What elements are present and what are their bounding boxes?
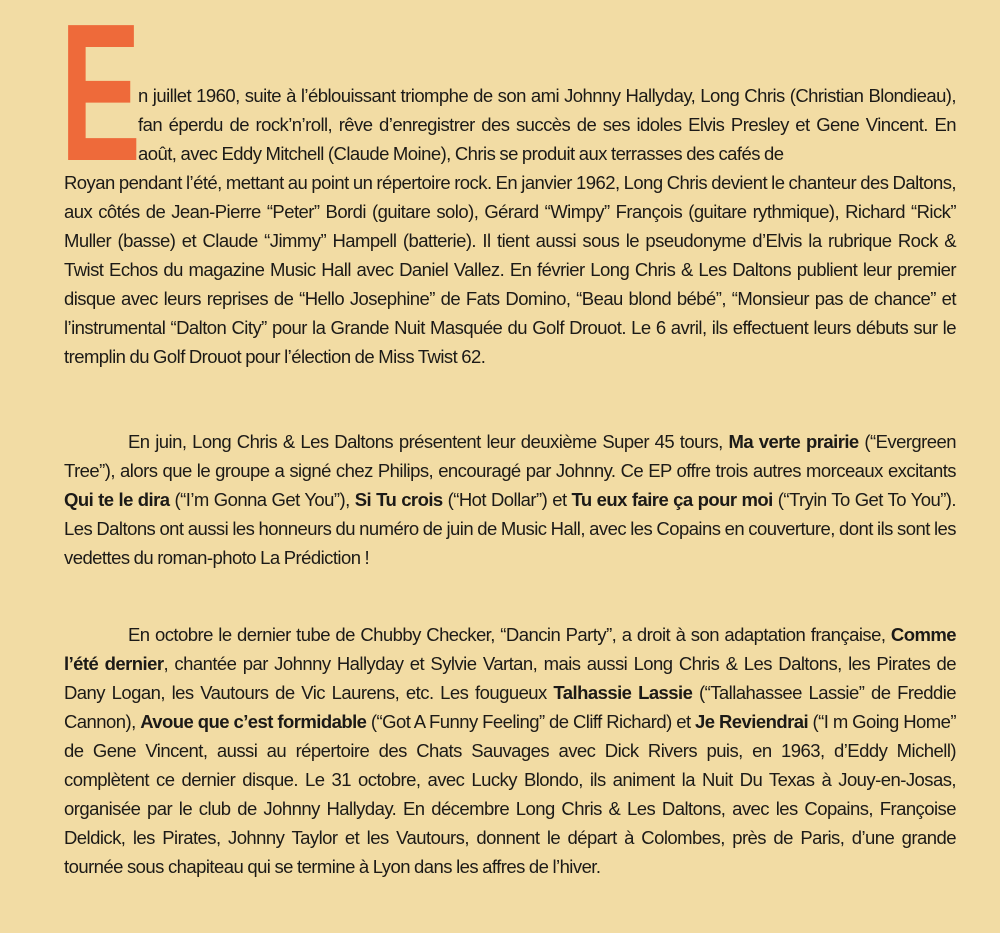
paragraph-2 bbox=[64, 427, 956, 572]
paragraph-1-body: Royan pendant l’été, mettant au point un répertoire rock. En janvier 1962, Long Chris devient le chanteur des Daltons, aux côtés de Jean-Pierre “Peter” Bordi (guitare solo), Gérard “Wimpy” François (guitare rythmique), Richard “Rick” Muller (basse) et Claude “Jimmy” Hampell (batterie). Il tient aussi sous le pseudonyme d’Elvis la rubrique Rock & Twist Echos du magazine Music Hall avec Daniel Vallez. En février Long Chris & Les Daltons publient leur premier disque avec leurs reprises de “Hello Josephine” de Fats Domino, “Beau blond bébé”, “Monsieur pas de chance” et l’instrumental “Dalton City” pour la Grande Nuit Masquée du Golf Drouot. Le 6 avril, ils effectuent leurs débuts sur le tremplin du Golf Drouot pour l’élection de Miss Twist 62. bbox=[64, 172, 956, 367]
lead-line-3: Gene Vincent. En août, avec Eddy Mitchell (Claude Moine), Chris se produit aux terrasses des cafés de bbox=[138, 114, 956, 164]
paragraph-3 bbox=[64, 620, 956, 881]
text: (“Got A Funny Feeling” de Cliff Richard) et bbox=[366, 711, 696, 732]
paragraph-1 bbox=[64, 81, 956, 371]
text: , chantée par Johnny Hallyday et Sylvie Vartan, mais aussi Long Chris & Les Daltons, les Pirates de Dany Logan, les Vautours de Vic Laurens, etc. Les fougueux bbox=[64, 653, 956, 703]
song-title: Comme l’été dernier bbox=[64, 624, 956, 674]
text: (“Hot Dollar”) et bbox=[442, 489, 572, 510]
text: En octobre le dernier tube de Chubby Checker, “Dancin Party”, a droit à son adaptation française, bbox=[128, 624, 891, 645]
song-title: Je Reviendrai bbox=[695, 711, 809, 732]
song-title: Qui te le dira bbox=[64, 489, 170, 510]
text: (“I m Going Home” de Gene Vincent, aussi au répertoire des Chats Sauvages avec Dick Rivers puis, en 1963, d’Eddy Michell) complètent ce dernier disque. Le 31 octobre, avec Lucky Blondo, ils animent la Nuit Du Texas à Jouy-en-Josas, organisée par le club de Johnny Hallyday. En décembre Long Chris & Les Daltons, avec les Copains, Françoise Deldick, les Pirates, Johnny Taylor et les Vautours, donnent le départ à Colombes, près de Paris, d’une grande tournée sous chapiteau qui se termine à Lyon dans les affres de l’hiver. bbox=[64, 711, 956, 877]
song-title: Talhassie Lassie bbox=[553, 682, 693, 703]
lead-line-2: Blondieau), fan éperdu de rock’n’roll, rêve d’enregistrer des succès de ses idoles Elvis Presley et bbox=[138, 85, 957, 135]
text: (“Tryin To Get To You”). Les Daltons ont aussi les honneurs du numéro de juin de Music Hall, avec les Copains en couverture, dont ils sont les vedettes du roman-photo La Prédiction ! bbox=[64, 489, 957, 568]
text: (“I’m Gonna Get You”), bbox=[169, 489, 355, 510]
song-title: Tu eux faire ça pour moi bbox=[571, 489, 773, 510]
paragraph-1-lead bbox=[138, 81, 956, 168]
drop-cap-letter: E bbox=[60, 0, 142, 202]
song-title: Ma verte prairie bbox=[728, 431, 859, 452]
lead-line-1: n juillet 1960, suite à l’éblouissant triomphe de son ami Johnny Hallyday, Long Chris (Christian bbox=[138, 85, 864, 106]
text: (“Tallahassee Lassie” de Freddie Cannon), bbox=[64, 682, 956, 732]
song-title: Avoue que c’est formidable bbox=[140, 711, 367, 732]
text: (“Evergreen Tree”), alors que le groupe a signé chez Philips, encouragé par Johnny. Ce EP offre trois autres morceaux excitants bbox=[64, 431, 956, 481]
text: En juin, Long Chris & Les Daltons présentent leur deuxième Super 45 tours, bbox=[128, 431, 729, 452]
song-title: Si Tu crois bbox=[354, 489, 443, 510]
